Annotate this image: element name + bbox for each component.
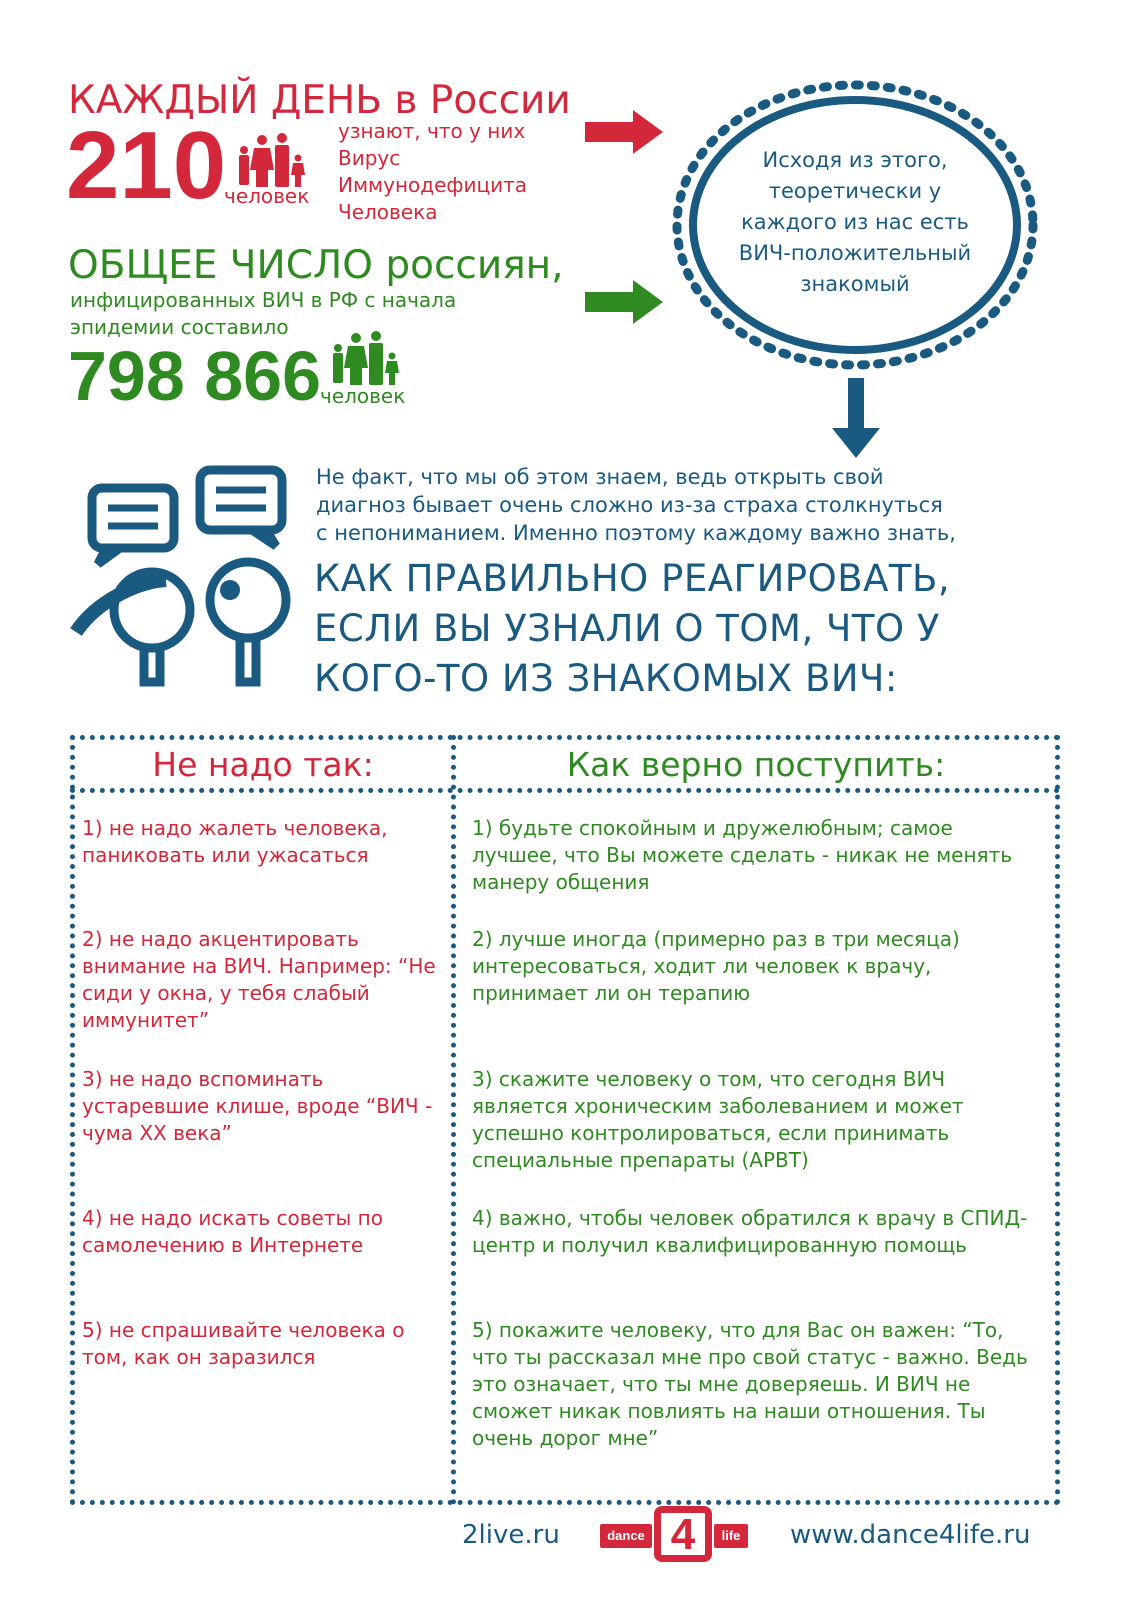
dance4life-logo: [600, 1512, 760, 1572]
dont-item: 2) не надо акцентировать внимание на ВИЧ. Например: “Не сиди у окна, у тебя слабый иммунитет”: [82, 927, 436, 1032]
headline-line: КАК ПРАВИЛЬНО РЕАГИРОВАТЬ,: [314, 557, 951, 600]
family-icon: [236, 132, 308, 188]
paragraph-line: Не факт, что мы об этом знаем, ведь открыть свой: [316, 465, 884, 489]
headline-line: КОГО-ТО ИЗ ЗНАКОМЫХ ВИЧ:: [314, 657, 898, 700]
header-divider: [70, 788, 1060, 793]
dont-item: 1) не надо жалеть человека, паниковать или ужасаться: [82, 816, 388, 867]
desc-line: эпидемии составило: [70, 315, 289, 339]
intro-paragraph: [316, 463, 956, 547]
bubble-line: Исходя из этого,: [762, 148, 948, 172]
desc-line: инфицированных ВИЧ в РФ с начала: [70, 288, 457, 312]
title-total: ОБЩЕЕ ЧИСЛО россиян,: [68, 243, 564, 288]
conversation-icon: [70, 462, 300, 692]
desc-line: узнают, что у них: [338, 119, 526, 143]
do-item: 1) будьте спокойным и дружелюбным; самое лучшее, что Вы можете сделать - никак не менять манеру общения: [472, 816, 1013, 894]
headline-line: ЕСЛИ ВЫ УЗНАЛИ О ТОМ, ЧТО У: [314, 607, 940, 650]
number-total: 798 866: [68, 337, 322, 415]
dont-header: Не надо так:: [152, 745, 374, 784]
logo-dance: dance: [600, 1524, 652, 1548]
link-dance4life[interactable]: www.dance4life.ru: [790, 1520, 1031, 1550]
bubble-line: знакомый: [800, 272, 910, 296]
dont-item: 5) не спрашивайте человека о том, как он заразился: [82, 1318, 405, 1369]
paragraph-line: с непониманием. Именно поэтому каждому важно знать,: [316, 521, 956, 545]
dont-item: 3) не надо вспоминать устаревшие клише, вроде “ВИЧ - чума XX века”: [82, 1067, 433, 1145]
paragraph-line: диагноз бывает очень сложно из-за страха столкнуться: [316, 493, 943, 517]
arrow-right-icon: [585, 280, 665, 324]
unit-daily: человек: [224, 184, 310, 208]
bubble-line: ВИЧ-положительный: [738, 241, 972, 265]
logo-life: life: [714, 1524, 748, 1548]
do-item: 4) важно, чтобы человек обратился к врачу в СПИД-центр и получил квалифицированную помощь: [472, 1206, 1028, 1257]
bubble-line: теоретически у: [768, 179, 942, 203]
arrow-down-icon: [830, 378, 882, 460]
dont-item: 4) не надо искать советы по самолечению в Интернете: [82, 1206, 383, 1257]
do-item: 5) покажите человеку, что для Вас он важен: “То, что ты рассказал мне про свой статус - важно. Ведь это означает, что ты мне доверяешь. И ВИЧ не сможет никак повлиять на наши отношения. Ты очень дорог мне”: [472, 1318, 1028, 1450]
do-header: Как верно поступить:: [566, 745, 946, 784]
link-2live[interactable]: 2live.ru: [462, 1520, 560, 1550]
desc-line: Вирус: [338, 146, 401, 170]
bubble-line: каждого из нас есть: [741, 210, 969, 234]
title-every-day: КАЖДЫЙ ДЕНЬ в России: [68, 78, 571, 123]
do-item: 3) скажите человеку о том, что сегодня ВИЧ является хроническим заболеванием и может успешно контролироваться, если принимать специальные препараты (АРВТ): [472, 1067, 964, 1172]
main-headline: [314, 554, 950, 704]
desc-line: Иммунодефицита: [338, 173, 528, 197]
column-divider: [451, 735, 456, 1505]
do-item: 2) лучше иногда (примерно раз в три месяца) интересоваться, ходит ли человек к врачу, принимает ли он терапию: [472, 927, 960, 1005]
arrow-right-icon: [585, 110, 665, 154]
number-daily: 210: [66, 112, 227, 219]
bubble-text: [705, 145, 1005, 300]
unit-total: человек: [320, 384, 406, 408]
desc-line: Человека: [338, 200, 438, 224]
daily-description: [338, 118, 527, 226]
family-icon: [330, 330, 402, 386]
logo-four: 4: [654, 1506, 712, 1562]
